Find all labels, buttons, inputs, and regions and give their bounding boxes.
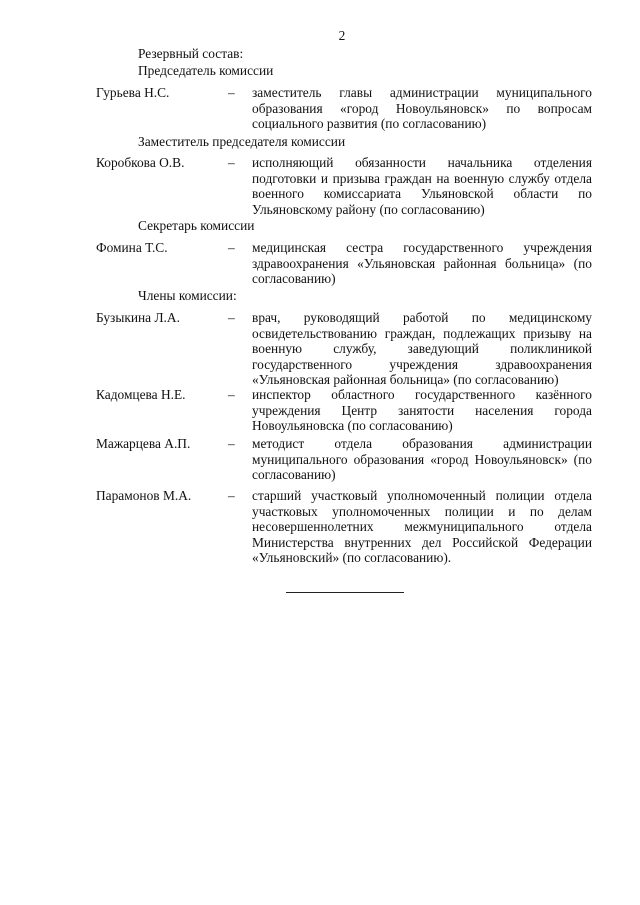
reserve-heading: Резервный состав:	[138, 46, 244, 61]
members-heading: Члены комиссии:	[138, 288, 237, 303]
member-name: Бузыкина Л.А.	[96, 310, 180, 325]
deputy-heading: Заместитель председателя комиссии	[138, 134, 346, 149]
member-name: Мажарцева А.П.	[96, 436, 191, 451]
member-desc: старший участковый уполномоченный полиции отдела участковых уполномоченных полиции и по делам несовершеннолетних межмуниципального отдела Министерства внутренних дел Российской Федерации «Ульяновский» (по согласованию).	[252, 488, 592, 566]
secretary-heading: Секретарь комиссии	[138, 218, 255, 233]
member-desc: врач, руководящий работой по медицинскому освидетельствованию граждан, подлежащих призыву на военную службу, заведующий поликлиникой государственного учреждения здравоохранения «Ульяновская районная больница» (по согласованию)	[252, 310, 592, 388]
chairman-desc: заместитель главы администрации муниципального образования «город Новоульяновск» по вопросам социального развития (по согласованию)	[252, 85, 592, 132]
end-rule	[286, 592, 404, 593]
chairman-heading: Председатель комиссии	[138, 63, 274, 78]
page-number: 2	[338, 28, 346, 43]
member-dash: –	[228, 310, 235, 325]
chairman-dash: –	[228, 85, 235, 100]
member-dash: –	[228, 387, 235, 402]
member-desc: методист отдела образования администрации муниципального образования «город Новоульяновск» (по согласованию)	[252, 436, 592, 483]
deputy-dash: –	[228, 155, 235, 170]
secretary-dash: –	[228, 240, 235, 255]
member-name: Парамонов М.А.	[96, 488, 192, 503]
secretary-desc: медицинская сестра государственного учреждения здравоохранения «Ульяновская районная больница» (по согласованию)	[252, 240, 592, 287]
member-dash: –	[228, 436, 235, 451]
member-desc: инспектор областного государственного казённого учреждения Центр занятости населения города Новоульяновска (по согласованию)	[252, 387, 592, 434]
member-dash: –	[228, 488, 235, 503]
deputy-desc: исполняющий обязанности начальника отделения подготовки и призыва граждан на военную службу отдела военного комиссариата Ульяновской области по Ульяновскому району (по согласованию)	[252, 155, 592, 217]
secretary-name: Фомина Т.С.	[96, 240, 168, 255]
chairman-name: Гурьева Н.С.	[96, 85, 170, 100]
member-name: Кадомцева Н.Е.	[96, 387, 186, 402]
deputy-name: Коробкова О.В.	[96, 155, 185, 170]
